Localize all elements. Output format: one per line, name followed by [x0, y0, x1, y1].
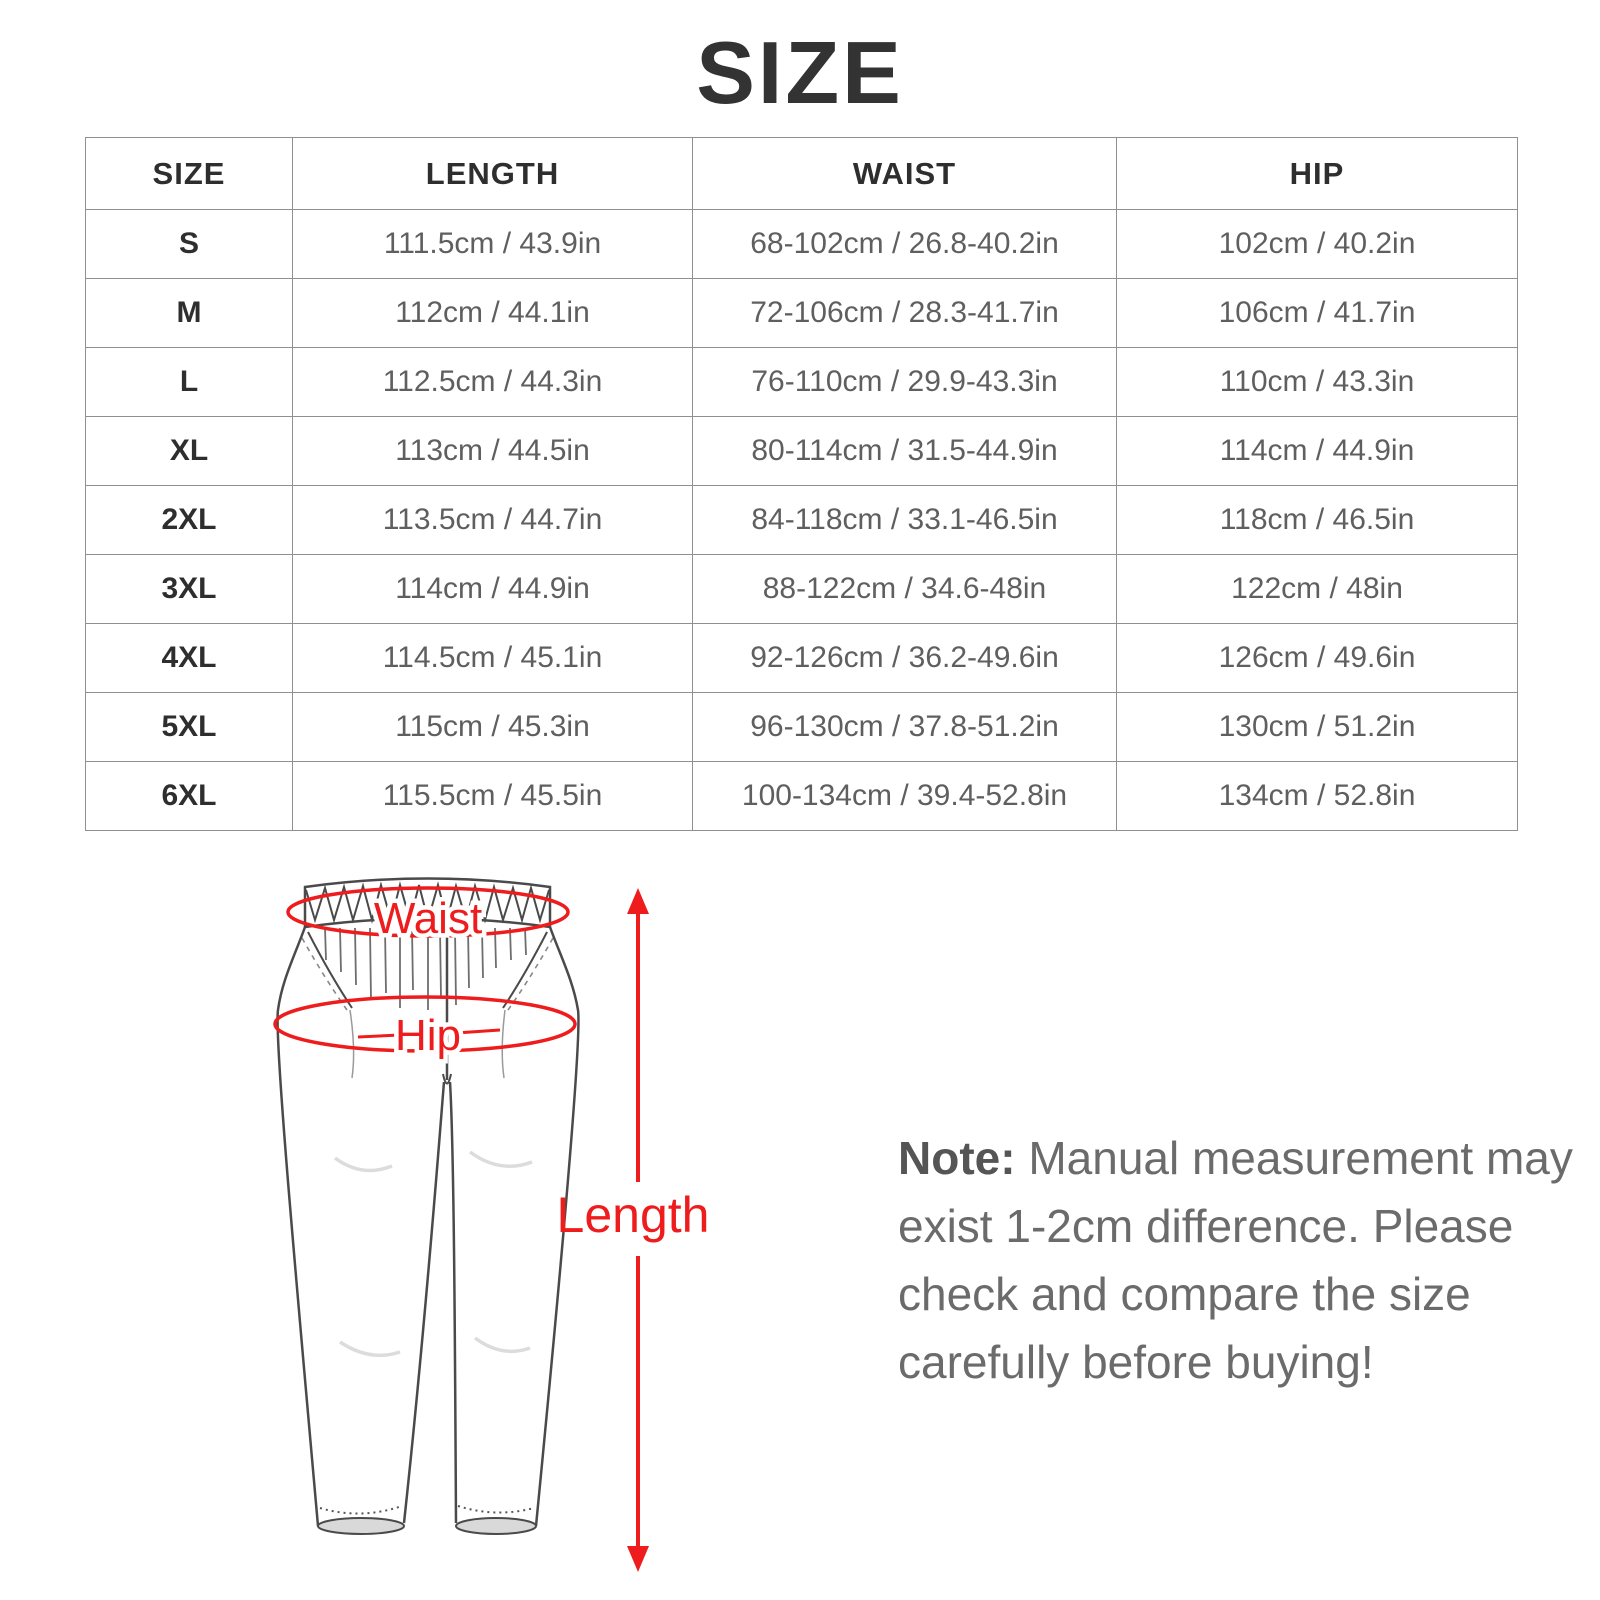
- table-row: [86, 555, 1518, 624]
- pants-measurement-diagram: [240, 860, 740, 1590]
- waist-cell: 92-126cm / 36.2-49.6in: [693, 624, 1117, 693]
- table-row: [86, 624, 1518, 693]
- hem-left: [318, 1518, 404, 1534]
- note-line-text: Manual measurement may: [1028, 1132, 1573, 1184]
- waist-cell: 76-110cm / 29.9-43.3in: [693, 348, 1117, 417]
- waist-cell: 68-102cm / 26.8-40.2in: [693, 210, 1117, 279]
- size-cell: 6XL: [86, 762, 293, 831]
- length-cell: 113cm / 44.5in: [293, 417, 693, 486]
- note-text: [898, 1124, 1573, 1396]
- hip-cell: 122cm / 48in: [1117, 555, 1518, 624]
- size-chart-table: [85, 137, 1518, 831]
- length-cell: 115cm / 45.3in: [293, 693, 693, 762]
- note-line: [898, 1124, 1573, 1192]
- column-header-length: LENGTH: [293, 138, 693, 210]
- table-row: [86, 486, 1518, 555]
- table-row: [86, 348, 1518, 417]
- hip-cell: 118cm / 46.5in: [1117, 486, 1518, 555]
- length-label: Length: [556, 1187, 710, 1243]
- hip-cell: 130cm / 51.2in: [1117, 693, 1518, 762]
- fabric-shading: [335, 1152, 532, 1355]
- waist-cell: 72-106cm / 28.3-41.7in: [693, 279, 1117, 348]
- waist-cell: 84-118cm / 33.1-46.5in: [693, 486, 1117, 555]
- size-cell: 5XL: [86, 693, 293, 762]
- hip-cell: 102cm / 40.2in: [1117, 210, 1518, 279]
- table-row: [86, 693, 1518, 762]
- table-row: [86, 210, 1518, 279]
- table-row: [86, 762, 1518, 831]
- hip-cell: 110cm / 43.3in: [1117, 348, 1518, 417]
- waist-cell: 96-130cm / 37.8-51.2in: [693, 693, 1117, 762]
- column-header-waist: WAIST: [693, 138, 1117, 210]
- waist-cell: 88-122cm / 34.6-48in: [693, 555, 1117, 624]
- hip-label: Hip: [394, 1011, 462, 1060]
- size-cell: 2XL: [86, 486, 293, 555]
- waist-label: Waist: [373, 894, 483, 943]
- hip-cell: 114cm / 44.9in: [1117, 417, 1518, 486]
- note-line: exist 1-2cm difference. Please: [898, 1200, 1514, 1252]
- size-cell: 4XL: [86, 624, 293, 693]
- note-label: Note:: [898, 1132, 1016, 1184]
- size-cell: L: [86, 348, 293, 417]
- hem-stitching: [320, 1506, 534, 1514]
- hip-cell: 126cm / 49.6in: [1117, 624, 1518, 693]
- length-cell: 112.5cm / 44.3in: [293, 348, 693, 417]
- size-cell: XL: [86, 417, 293, 486]
- length-cell: 114.5cm / 45.1in: [293, 624, 693, 693]
- table-row: [86, 417, 1518, 486]
- table-row: [86, 279, 1518, 348]
- length-cell: 115.5cm / 45.5in: [293, 762, 693, 831]
- length-cell: 111.5cm / 43.9in: [293, 210, 693, 279]
- hip-cell: 106cm / 41.7in: [1117, 279, 1518, 348]
- table-header-row: [86, 138, 1518, 210]
- size-cell: M: [86, 279, 293, 348]
- size-cell: S: [86, 210, 293, 279]
- size-cell: 3XL: [86, 555, 293, 624]
- pocket-left: [302, 932, 352, 1010]
- column-header-size: SIZE: [86, 138, 293, 210]
- waist-cell: 80-114cm / 31.5-44.9in: [693, 417, 1117, 486]
- hem-right: [456, 1518, 536, 1534]
- length-cell: 113.5cm / 44.7in: [293, 486, 693, 555]
- waist-cell: 100-134cm / 39.4-52.8in: [693, 762, 1117, 831]
- note-line: carefully before buying!: [898, 1336, 1374, 1388]
- length-cell: 114cm / 44.9in: [293, 555, 693, 624]
- page-title: SIZE: [696, 23, 904, 122]
- length-cell: 112cm / 44.1in: [293, 279, 693, 348]
- note-line: check and compare the size: [898, 1268, 1471, 1320]
- column-header-hip: HIP: [1117, 138, 1518, 210]
- hip-cell: 134cm / 52.8in: [1117, 762, 1518, 831]
